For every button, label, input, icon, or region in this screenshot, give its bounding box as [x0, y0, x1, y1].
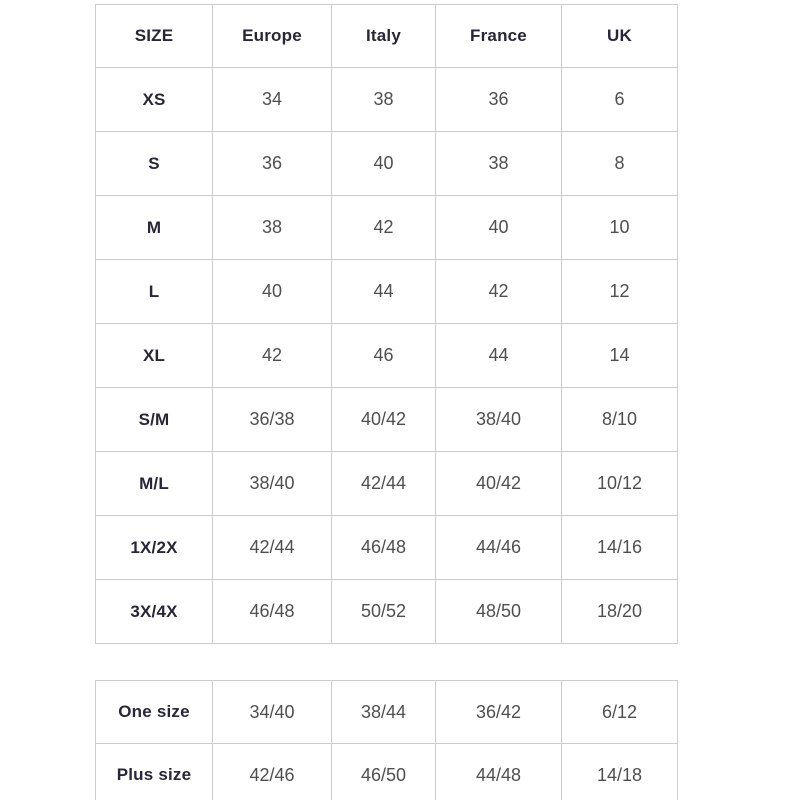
size-value: 40/42: [332, 388, 436, 452]
size-value: 12: [562, 260, 678, 324]
size-value: 42/44: [332, 452, 436, 516]
size-label: XL: [96, 324, 213, 388]
size-value: 38/40: [213, 452, 332, 516]
header-uk: UK: [562, 5, 678, 68]
size-value: 40: [436, 196, 562, 260]
size-value: 34/40: [213, 681, 332, 744]
size-value: 40/42: [436, 452, 562, 516]
table-row: [96, 388, 678, 452]
special-sizes-table: [95, 680, 678, 800]
size-value: 38/44: [332, 681, 436, 744]
table-row: [96, 580, 678, 644]
header-italy: Italy: [332, 5, 436, 68]
size-value: 6/12: [562, 681, 678, 744]
size-label: M: [96, 196, 213, 260]
size-value: 42: [213, 324, 332, 388]
size-value: 44/46: [436, 516, 562, 580]
table-row: [96, 744, 678, 800]
size-label: L: [96, 260, 213, 324]
size-value: 14/16: [562, 516, 678, 580]
size-value: 48/50: [436, 580, 562, 644]
size-value: 46/48: [332, 516, 436, 580]
size-value: 38: [332, 68, 436, 132]
table-row: [96, 681, 678, 744]
size-label: Plus size: [96, 744, 213, 800]
size-value: 46/50: [332, 744, 436, 800]
size-value: 44/48: [436, 744, 562, 800]
size-value: 44: [436, 324, 562, 388]
size-value: 10/12: [562, 452, 678, 516]
size-value: 36: [213, 132, 332, 196]
size-conversion-table: [95, 4, 678, 644]
size-value: 6: [562, 68, 678, 132]
size-value: 18/20: [562, 580, 678, 644]
table-row: [96, 324, 678, 388]
size-value: 40: [213, 260, 332, 324]
size-label: One size: [96, 681, 213, 744]
size-label: XS: [96, 68, 213, 132]
size-value: 14: [562, 324, 678, 388]
size-value: 8: [562, 132, 678, 196]
size-value: 42/44: [213, 516, 332, 580]
table-row: [96, 196, 678, 260]
size-label: S/M: [96, 388, 213, 452]
header-france: France: [436, 5, 562, 68]
size-value: 10: [562, 196, 678, 260]
size-label: 1X/2X: [96, 516, 213, 580]
size-value: 36: [436, 68, 562, 132]
size-value: 42/46: [213, 744, 332, 800]
size-value: 50/52: [332, 580, 436, 644]
table-row: [96, 132, 678, 196]
size-value: 38/40: [436, 388, 562, 452]
size-label: S: [96, 132, 213, 196]
size-value: 36/42: [436, 681, 562, 744]
size-label: 3X/4X: [96, 580, 213, 644]
table-row: [96, 452, 678, 516]
table-row: [96, 68, 678, 132]
header-europe: Europe: [213, 5, 332, 68]
size-value: 42: [436, 260, 562, 324]
header-size: SIZE: [96, 5, 213, 68]
size-value: 40: [332, 132, 436, 196]
size-value: 36/38: [213, 388, 332, 452]
size-value: 44: [332, 260, 436, 324]
size-value: 14/18: [562, 744, 678, 800]
size-label: M/L: [96, 452, 213, 516]
size-value: 34: [213, 68, 332, 132]
table-row: [96, 516, 678, 580]
size-value: 8/10: [562, 388, 678, 452]
size-value: 46/48: [213, 580, 332, 644]
size-value: 38: [436, 132, 562, 196]
size-value: 42: [332, 196, 436, 260]
table-row: [96, 260, 678, 324]
size-value: 46: [332, 324, 436, 388]
size-value: 38: [213, 196, 332, 260]
table-header-row: [96, 5, 678, 68]
